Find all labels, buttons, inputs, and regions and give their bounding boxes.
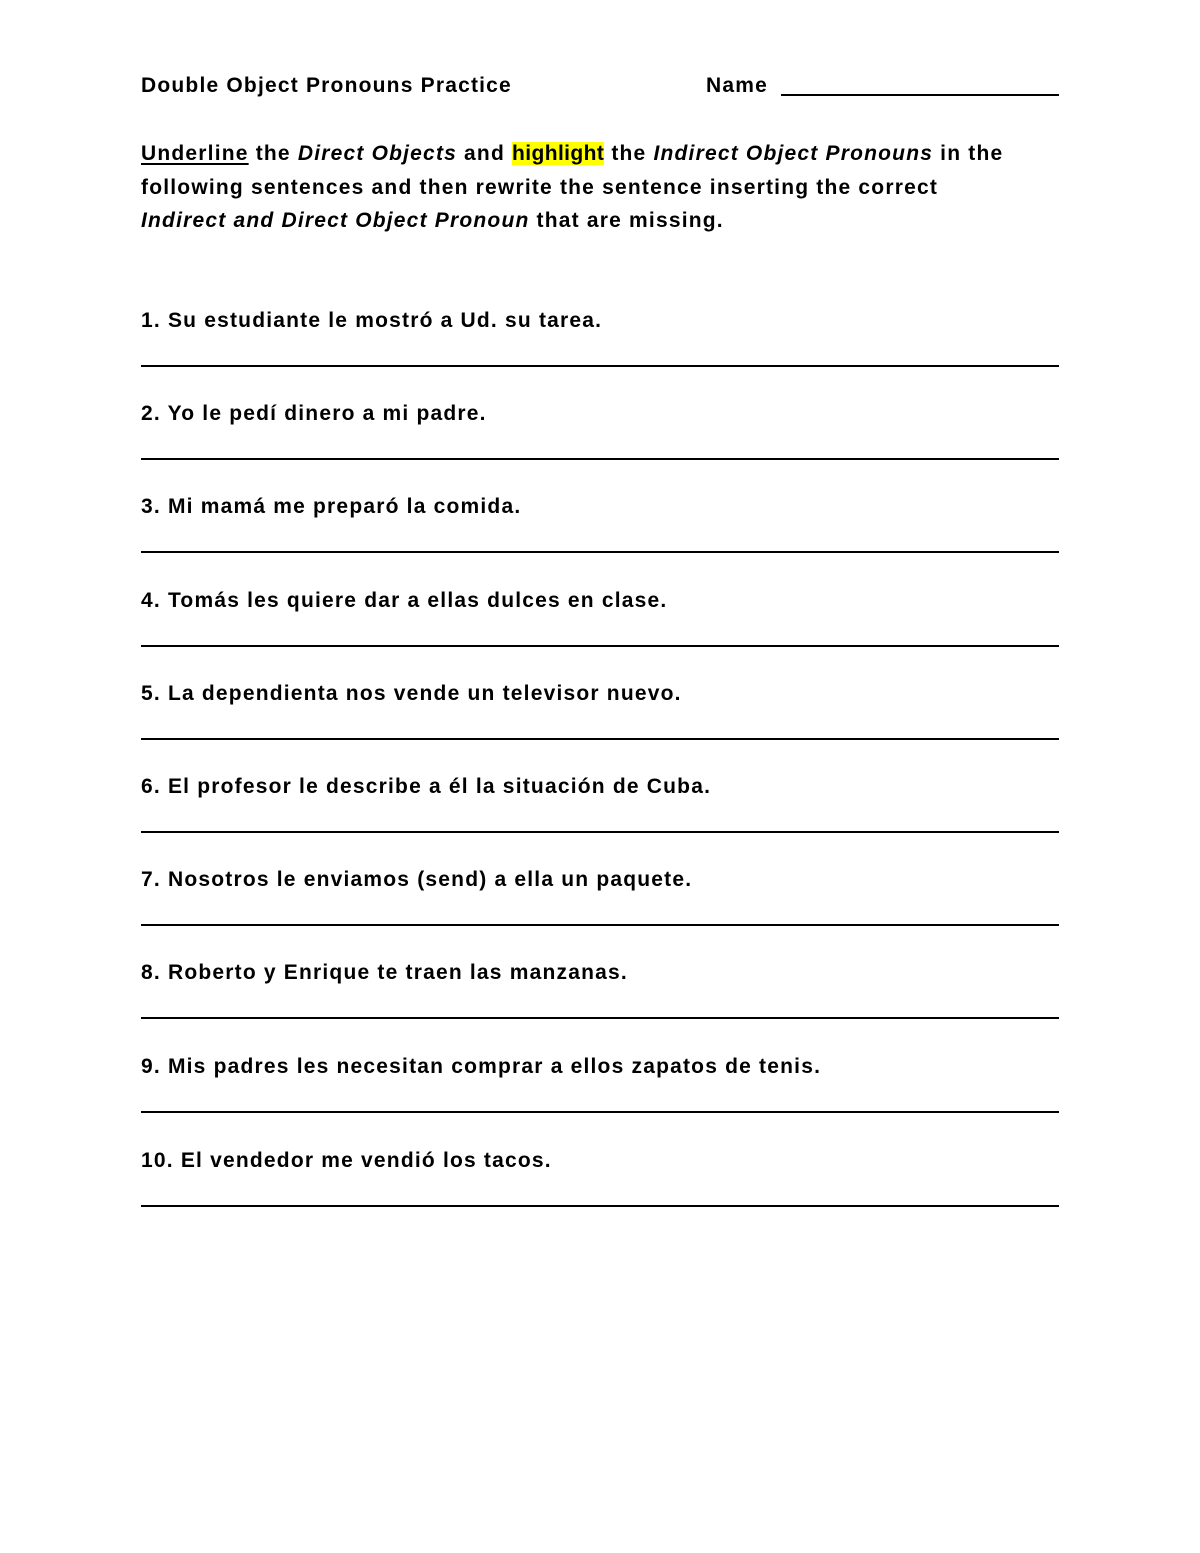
answer-line [141, 551, 1059, 553]
answer-line [141, 1017, 1059, 1019]
name-label: Name [706, 74, 768, 97]
worksheet-header [141, 74, 1059, 104]
instruction-indirect-direct-pronoun: Indirect and Direct Object Pronoun [141, 209, 530, 232]
exercise-item-4 [141, 589, 1059, 649]
exercise-sentence: 4. Tomás les quiere dar a ellas dulces en clase. [141, 589, 668, 612]
exercise-sentence: 8. Roberto y Enrique te traen las manzanas. [141, 961, 628, 984]
answer-line [141, 458, 1059, 460]
worksheet-title: Double Object Pronouns Practice [141, 74, 512, 97]
answer-line [141, 645, 1059, 647]
exercise-sentence: 7. Nosotros le enviamos (send) a ella un paquete. [141, 868, 693, 891]
exercise-sentence: 10. El vendedor me vendió los tacos. [141, 1149, 552, 1172]
instruction-indirect-object-pronouns: Indirect Object Pronouns [653, 142, 934, 165]
instruction-direct-objects: Direct Objects [297, 142, 458, 165]
instruction-underline-word: Underline [141, 142, 249, 165]
exercise-item-6 [141, 775, 1059, 835]
exercise-item-10 [141, 1149, 1059, 1209]
instruction-text: in the following sentences and then rewrite the sentence inserting the correct [141, 142, 1004, 199]
name-field [706, 74, 1059, 98]
exercise-item-7 [141, 868, 1059, 928]
exercise-sentence: 5. La dependienta nos vende un televisor nuevo. [141, 682, 682, 705]
exercise-sentence: 9. Mis padres les necesitan comprar a ellos zapatos de tenis. [141, 1055, 822, 1078]
instruction-text: the [604, 142, 654, 165]
name-blank-line [781, 94, 1059, 96]
exercise-item-8 [141, 961, 1059, 1021]
exercise-sentence: 2. Yo le pedí dinero a mi padre. [141, 402, 487, 425]
instruction-text: that are missing. [529, 209, 724, 232]
exercise-sentence: 3. Mi mamá me preparó la comida. [141, 495, 522, 518]
exercise-sentence: 1. Su estudiante le mostró a Ud. su tarea. [141, 309, 603, 332]
answer-line [141, 1111, 1059, 1113]
exercise-item-1 [141, 309, 1059, 369]
exercise-item-9 [141, 1055, 1059, 1115]
answer-line [141, 365, 1059, 367]
instruction-text: the [248, 142, 298, 165]
exercise-item-5 [141, 682, 1059, 742]
instructions-paragraph [141, 137, 1021, 238]
exercise-item-3 [141, 495, 1059, 555]
instruction-text: and [457, 142, 513, 165]
answer-line [141, 831, 1059, 833]
answer-line [141, 924, 1059, 926]
exercise-item-2 [141, 402, 1059, 462]
exercise-sentence: 6. El profesor le describe a él la situación de Cuba. [141, 775, 712, 798]
instruction-highlight-word: highlight [512, 142, 605, 165]
answer-line [141, 1205, 1059, 1207]
answer-line [141, 738, 1059, 740]
